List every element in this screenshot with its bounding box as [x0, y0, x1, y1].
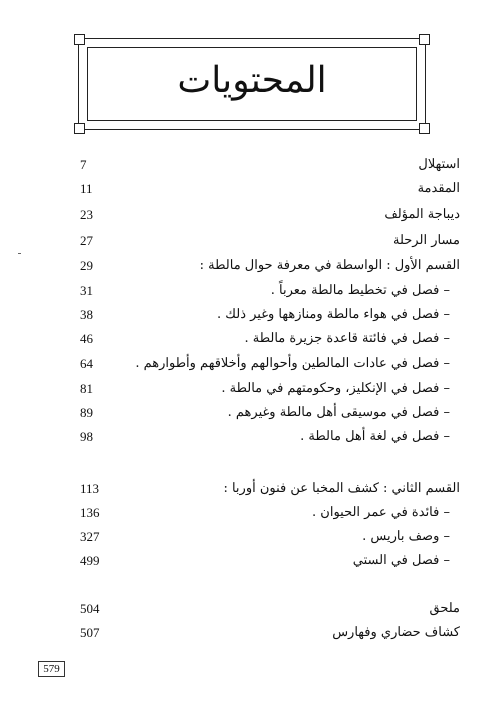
toc-entry-label: استهلال: [418, 157, 460, 172]
toc-entry-label: – فصل في عادات المالطين وأحوالهم وأخلاقهم وأطوارهم .: [135, 356, 450, 371]
toc-entry-label: – فصل في هواء مالطة ومنازهها وغير ذلك .: [217, 307, 450, 322]
toc-entry: [80, 502, 460, 524]
toc-entry-page: 29: [80, 258, 93, 273]
toc-entry-page: 113: [80, 481, 100, 496]
toc-entry-page: 46: [80, 331, 93, 346]
toc-entry-label: – فصل في فائتة قاعدة جزيرة مالطة .: [244, 331, 450, 346]
toc-entry: [80, 280, 460, 302]
toc-entry-page: 89: [80, 405, 93, 420]
toc-entry-label: – فصل في تخطيط مالطة معرباً .: [270, 283, 450, 298]
frame-corner: [74, 123, 85, 134]
toc-entry-page: 81: [80, 381, 93, 396]
frame-corner: [419, 34, 430, 45]
toc-entry-label: المقدمة: [417, 181, 460, 196]
toc-entry: [80, 353, 460, 375]
frame-corner: [74, 34, 85, 45]
frame-corner: [419, 123, 430, 134]
toc-entry-page: 23: [80, 207, 93, 222]
toc-entry: [80, 204, 460, 226]
toc-entry: [80, 328, 460, 350]
page-number: 579: [38, 661, 65, 677]
toc-entry: [80, 402, 460, 424]
toc-entry: [80, 478, 460, 500]
toc-entry: [80, 622, 460, 644]
toc-entry-page: 136: [80, 505, 100, 520]
toc-entry-label: القسم الأول : الواسطة في معرفة حوال مالطة :: [199, 258, 460, 273]
toc-entry-page: 11: [80, 181, 93, 196]
toc-entry-page: 7: [80, 157, 87, 172]
title-frame: [78, 38, 426, 130]
toc-entry-label: ملحق: [429, 601, 460, 616]
toc-entry: [80, 426, 460, 448]
toc-entry-label: مسار الرحلة: [393, 233, 460, 248]
scan-mark: [18, 253, 21, 254]
toc-entry: [80, 178, 460, 200]
toc-entry-page: 327: [80, 529, 100, 544]
toc-entry-label: – وصف باريس .: [362, 529, 450, 544]
page-title: المحتويات: [177, 60, 327, 101]
toc-entry: [80, 304, 460, 326]
toc-entry-label: ديباجة المؤلف: [384, 207, 460, 222]
toc-entry-page: 64: [80, 356, 93, 371]
toc-entry-page: 499: [80, 553, 100, 568]
toc-entry-label: – فصل في الإنكليز، وحكومتهم في مالطة .: [221, 381, 450, 396]
toc-entry-label: – فائدة في عمر الحيوان .: [312, 505, 450, 520]
toc-entry-page: 31: [80, 283, 93, 298]
toc-entry-page: 507: [80, 625, 100, 640]
toc-entry: [80, 378, 460, 400]
toc-entry: [80, 230, 460, 252]
toc-entry: [80, 255, 460, 277]
toc-entry-label: القسم الثاني : كشف المخبا عن فنون أوربا :: [223, 481, 460, 496]
toc-entry: [80, 598, 460, 620]
toc-entry: [80, 550, 460, 572]
toc-entry-label: – فصل في موسيقى أهل مالطة وغيرهم .: [227, 405, 450, 420]
toc-entry-label: – فصل في الستي: [352, 553, 450, 568]
toc-entry: [80, 154, 460, 176]
toc-entry: [80, 526, 460, 548]
toc-entry-label: كشاف حضاري وفهارس: [332, 625, 460, 640]
toc-entry-page: 98: [80, 429, 93, 444]
toc-entry-page: 504: [80, 601, 100, 616]
toc-entry-label: – فصل في لغة أهل مالطة .: [300, 429, 450, 444]
toc-entry-page: 27: [80, 233, 93, 248]
toc-entry-page: 38: [80, 307, 93, 322]
